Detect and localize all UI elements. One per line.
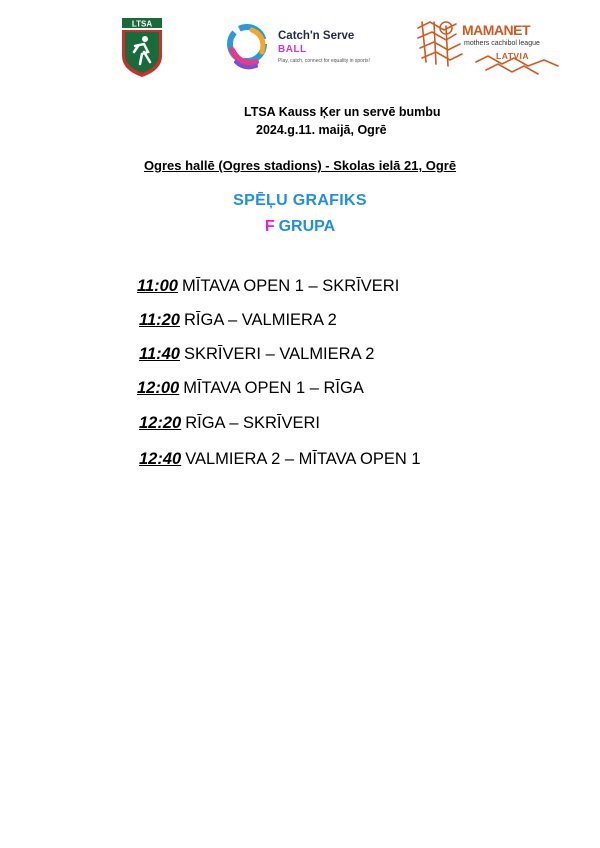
catch-serve-ball: BALL (278, 44, 307, 55)
mamanet-logo (416, 18, 566, 78)
match-teams: RĪGA – SKRĪVERI (185, 414, 320, 432)
match-row (137, 379, 364, 398)
mamanet-name: MAMANET (462, 22, 531, 38)
event-date: 2024.g.11. maijā, Ogrē (256, 123, 387, 137)
match-time: 11:00 (137, 277, 178, 295)
ltsa-logo-text: LTSA (131, 19, 153, 29)
match-time: 12:20 (139, 414, 182, 432)
match-teams: RĪGA – VALMIERA 2 (183, 311, 337, 329)
mamanet-country: LATVIA (496, 51, 530, 61)
ltsa-logo (120, 18, 164, 78)
match-row (139, 311, 337, 330)
venue-line: Ogres hallē (Ogres stadions) - Skolas ielā 21, Ogrē (143, 158, 457, 173)
mamanet-subtitle: mothers cachibol league (464, 40, 540, 47)
match-time: 12:40 (139, 450, 182, 468)
match-teams: MĪTAVA OPEN 1 – RĪGA (183, 379, 364, 397)
match-teams: MĪTAVA OPEN 1 – SKRĪVERI (181, 277, 400, 295)
match-row (139, 414, 320, 433)
match-row (139, 450, 421, 469)
group-label: GRUPA (278, 218, 336, 235)
match-teams: VALMIERA 2 – MĪTAVA OPEN 1 (185, 450, 421, 468)
schedule-title: SPĒĻU GRAFIKS (233, 192, 367, 209)
match-teams: SKRĪVERI – VALMIERA 2 (183, 345, 375, 363)
match-time: 11:20 (139, 311, 180, 329)
match-row (139, 345, 374, 364)
match-time: 11:40 (139, 345, 180, 363)
group-letter: F (264, 218, 275, 235)
catch-serve-tagline: Play, catch, connect for equality in sports! (278, 58, 370, 64)
match-row (137, 277, 399, 296)
event-title: LTSA Kauss Ķer un servē bumbu (244, 105, 441, 119)
group-heading (0, 218, 600, 236)
catch-serve-title: Catch'n Serve (278, 30, 355, 42)
catch-serve-logo (222, 22, 382, 72)
match-time: 12:00 (137, 379, 180, 397)
